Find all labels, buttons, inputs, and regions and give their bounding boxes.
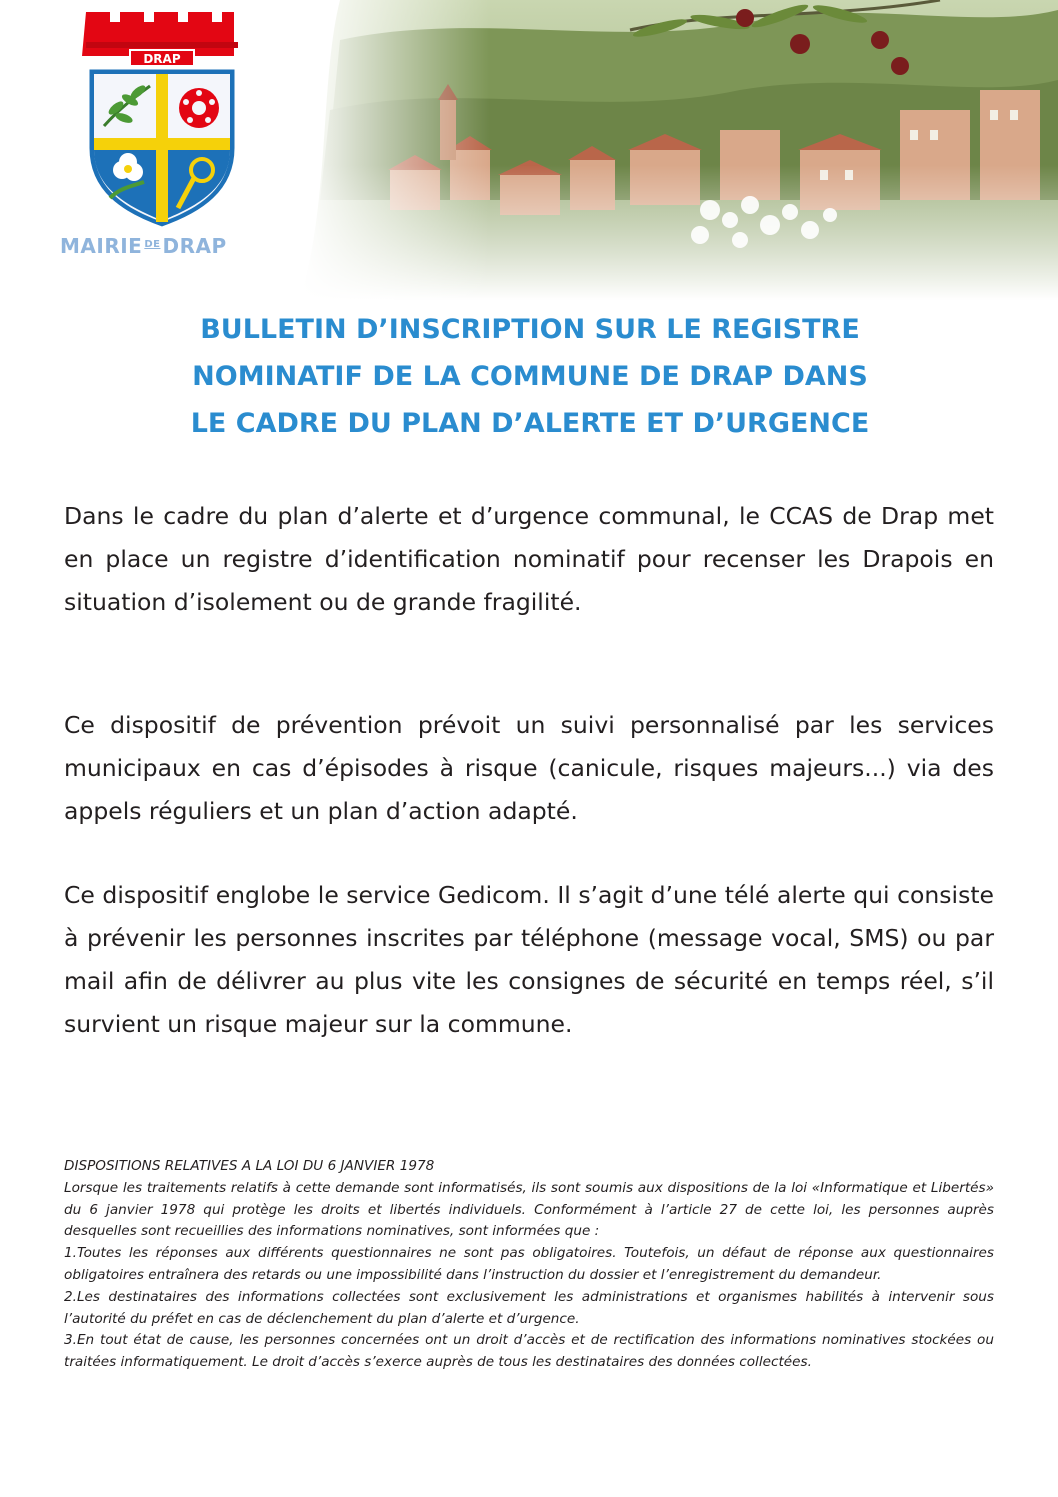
page-header bbox=[0, 0, 1058, 300]
mairie-label-left: MAIRIE bbox=[60, 234, 143, 258]
title-line-1: BULLETIN D’INSCRIPTION SUR LE REGISTRE bbox=[200, 314, 860, 345]
legal-notice bbox=[64, 1156, 994, 1374]
title-line-3: LE CADRE DU PLAN D’ALERTE ET D’URGENCE bbox=[190, 408, 870, 439]
village-photo-image bbox=[300, 0, 1058, 300]
legal-item-3: 3.En tout état de cause, les personnes concernées ont un droit d’accès et de rectification des informations nominatives stockées ou traitées informatiquement. Le droit d’accès s’exerce auprès de tous les destinataires des données collectées. bbox=[64, 1332, 994, 1371]
legal-item-1: 1.Toutes les réponses aux différents questionnaires ne sont pas obligatoires. Toutefois, un défaut de réponse aux questionnaires obligatoires entraînera des retards ou une impossibilité dans l’instruction du dossier et l’enregistrement du demandeur. bbox=[64, 1245, 994, 1283]
gedicom-paragraph: Ce dispositif englobe le service Gedicom. Il s’agit d’une télé alerte qui consiste à prévenir les personnes inscrites par téléphone (message vocal, SMS) ou par mail afin de délivrer au plus vite les consignes de sécurité en temps réel, s’il survient un risque majeur sur la commune. bbox=[64, 881, 994, 1038]
mairie-label-de: DE bbox=[144, 239, 161, 250]
mairie-de-drap-logo-text bbox=[60, 234, 270, 258]
intro-paragraph: Dans le cadre du plan d’alerte et d’urgence communal, le CCAS de Drap met en place un registre d’identification nominatif pour recenser les Drapois en situation d’isolement ou de grande fragilité. bbox=[64, 502, 994, 616]
mairie-label-right: DRAP bbox=[162, 234, 227, 258]
drap-coat-of-arms-icon bbox=[80, 12, 244, 230]
title-line-2: NOMINATIF DE LA COMMUNE DE DRAP DANS bbox=[192, 361, 868, 392]
crest-banner-text: DRAP bbox=[143, 52, 181, 66]
prevention-paragraph: Ce dispositif de prévention prévoit un suivi personnalisé par les services municipaux en cas d’épisodes à risque (canicule, risques majeurs...) via des appels réguliers et un plan d’action adapté. bbox=[64, 711, 994, 825]
page-title bbox=[60, 306, 1000, 447]
legal-heading: DISPOSITIONS RELATIVES A LA LOI DU 6 JANVIER 1978 bbox=[64, 1158, 435, 1174]
legal-item-2: 2.Les destinataires des informations collectées sont exclusivement les administrations et organismes habilités à intervenir sous l’autorité du préfet en cas de déclenchement du plan d’alerte et d’urgence. bbox=[64, 1288, 994, 1327]
legal-intro: Lorsque les traitements relatifs à cette demande sont informatisés, ils sont soumis aux dispositions de la loi «Informatique et Libertés» du 6 janvier 1978 qui protège les droits et libertés individuels. Conformément à l’article 27 de cette loi, les personnes auprès desquelles sont recueillies des informations nominatives, sont informées que : bbox=[64, 1179, 994, 1240]
